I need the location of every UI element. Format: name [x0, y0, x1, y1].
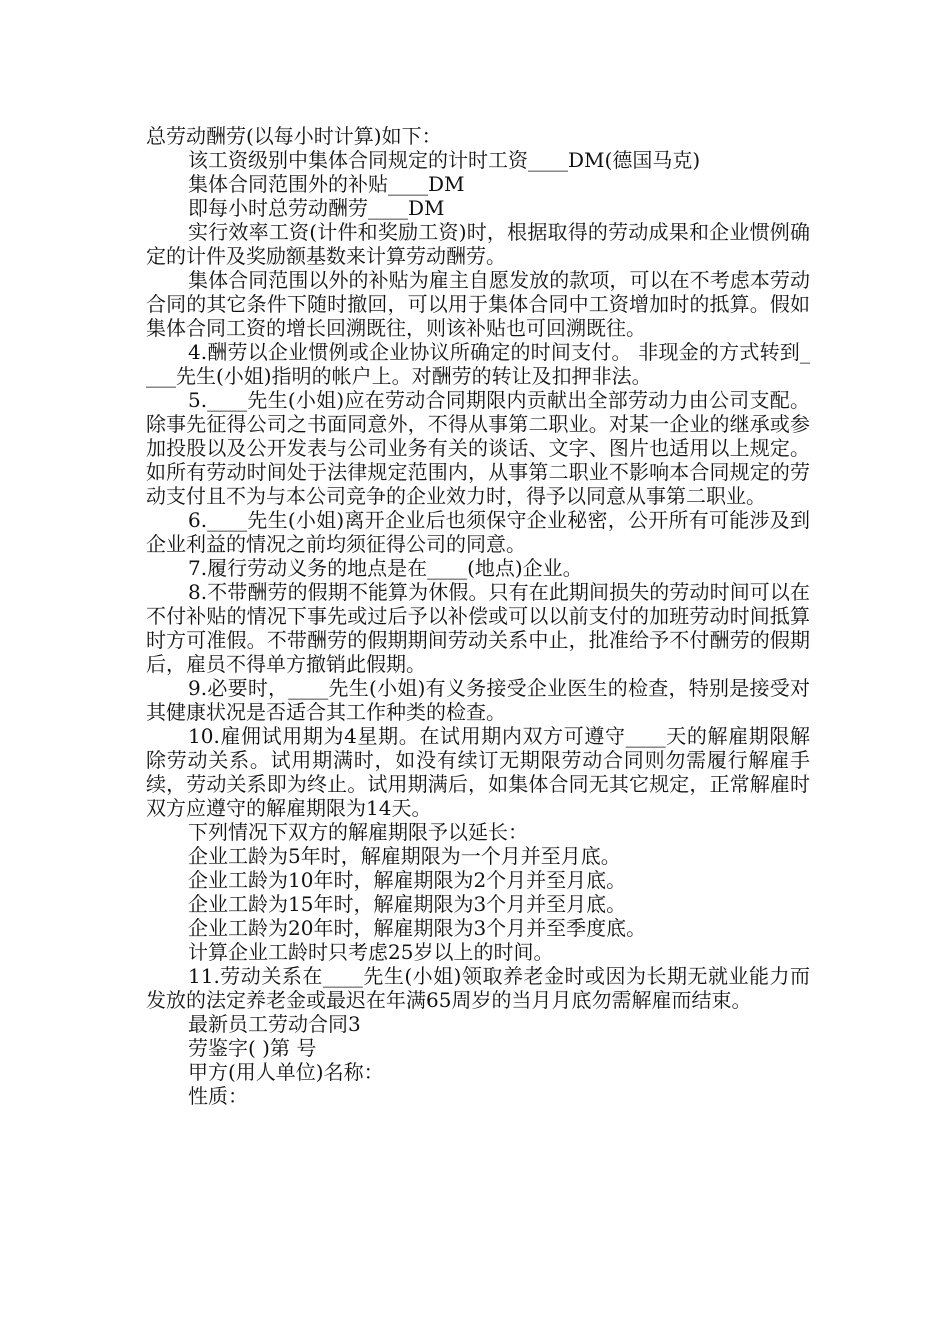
paragraph-1: 总劳动酬劳(以每小时计算)如下： [146, 124, 442, 148]
paragraph-11: 8.不带酬劳的假期不能算为休假。只有在此期间损失的劳动时间可以在不付补贴的情况下事先或过后予以补偿或可以以前支付的加班劳动时间抵算时方可准假。不带酬劳的假期期间劳动关系中止，批准给予不付酬劳的假期后，雇员不得单方撤销此假期。 [146, 580, 810, 676]
paragraph-23: 甲方(用人单位)名称： [188, 1060, 384, 1084]
paragraph-16: 企业工龄为10年时，解雇期限为2个月并至月底。 [188, 868, 627, 892]
paragraph-15: 企业工龄为5年时，解雇期限为一个月并至月底。 [188, 844, 621, 868]
paragraph-19: 计算企业工龄时只考虑25岁以上的时间。 [188, 940, 554, 964]
paragraph-20: 11.劳动关系在____先生(小姐)领取养老金时或因为长期无就业能力而发放的法定养老金或最迟在年满65周岁的当月月底勿需解雇而结束。 [146, 964, 810, 1012]
paragraph-22: 劳鉴字( )第 号 [188, 1036, 317, 1060]
paragraph-9: 6.____先生(小姐)离开企业后也须保守企业秘密，公开所有可能涉及到企业利益的情况之前均须征得公司的同意。 [146, 508, 810, 556]
paragraph-8: 5.____先生(小姐)应在劳动合同期限内贡献出全部劳动力由公司支配。除事先征得公司之书面同意外，不得从事第二职业。对某一企业的继承或参加投股以及公开发表与公司业务有关的谈话、文字、图片也适用以上规定。如所有劳动时间处于法律规定范围内，从事第二职业不影响本合同规定的劳动支付且不为与本公司竞争的企业效力时，得予以同意从事第二职业。 [146, 388, 810, 508]
paragraph-21: 最新员工劳动合同3 [188, 1012, 361, 1036]
paragraph-12: 9.必要时，____先生(小姐)有义务接受企业医生的检查，特别是接受对其健康状况是否适合其工作种类的检查。 [146, 676, 810, 724]
paragraph-3: 集体合同范围外的补贴____DM [188, 172, 465, 196]
paragraph-24: 性质： [188, 1084, 248, 1108]
document-body [146, 124, 810, 1108]
paragraph-7: 4.酬劳以企业惯例或企业协议所确定的时间支付。 非现金的方式转到____先生(小姐)指明的帐户上。对酬劳的转让及扣押非法。 [146, 340, 810, 388]
paragraph-4: 即每小时总劳动酬劳____DM [188, 196, 445, 220]
paragraph-14: 下列情况下双方的解雇期限予以延长： [188, 820, 528, 844]
paragraph-6: 集体合同范围以外的补贴为雇主自愿发放的款项，可以在不考虑本劳动合同的其它条件下随时撤回，可以用于集体合同中工资增加时的抵算。假如集体合同工资的增长回溯既往，则该补贴也可回溯既往。 [146, 268, 810, 340]
paragraph-10: 7.履行劳动义务的地点是在____(地点)企业。 [188, 556, 583, 580]
paragraph-2: 该工资级别中集体合同规定的计时工资____DM(德国马克) [188, 148, 701, 172]
paragraph-18: 企业工龄为20年时，解雇期限为3个月并至季度底。 [188, 916, 647, 940]
paragraph-17: 企业工龄为15年时，解雇期限为3个月并至月底。 [188, 892, 627, 916]
paragraph-5: 实行效率工资(计件和奖励工资)时，根据取得的劳动成果和企业惯例确定的计件及奖励额基数来计算劳动酬劳。 [146, 220, 810, 268]
paragraph-13: 10.雇佣试用期为4星期。在试用期内双方可遵守____天的解雇期限解除劳动关系。试用期满时，如没有续订无期限劳动合同则勿需履行解雇手续，劳动关系即为终止。试用期满后，如集体合同无其它规定，正常解雇时双方应遵守的解雇期限为14天。 [146, 724, 810, 820]
